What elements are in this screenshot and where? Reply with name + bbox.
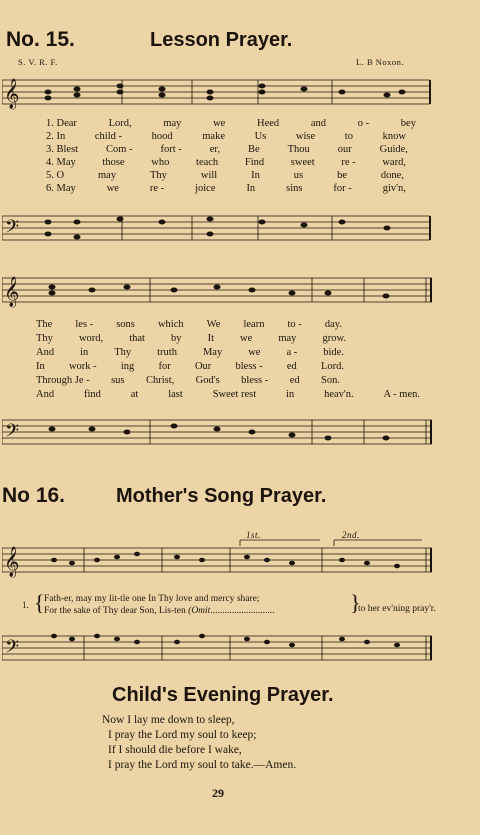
svg-text:𝄢: 𝄢 bbox=[5, 420, 20, 445]
lyric-line: And find at last Sweet rest in heav'n. A - men. bbox=[36, 389, 420, 400]
bass-staff bbox=[2, 410, 432, 454]
lyric-line: 3. Blest Com - fort - er, Be Thou our Guide, bbox=[46, 144, 408, 155]
prayer-title: Child's Evening Prayer. bbox=[112, 684, 334, 706]
lyric-line: 4. May those who teach Find sweet re - ward, bbox=[46, 157, 406, 168]
lyric-line: 1. Dear Lord, may we Heed and o - bey bbox=[46, 118, 416, 129]
meter-label: S. V. R. F. bbox=[18, 57, 58, 67]
bass-staff bbox=[2, 622, 432, 668]
hymn-title: Mother's Song Prayer. bbox=[116, 485, 327, 507]
svg-text:𝄞: 𝄞 bbox=[4, 79, 20, 108]
treble-staff bbox=[2, 270, 432, 314]
lyric-line: And in Thy truth May we a - bide. bbox=[36, 347, 344, 358]
bass-staff bbox=[2, 206, 432, 250]
hymn-number: No. 15. bbox=[6, 28, 75, 51]
hymn-title: Lesson Prayer. bbox=[150, 29, 293, 51]
hymn-number: No 16. bbox=[2, 484, 66, 507]
lyric-line: 5. O may Thy will In us be done, bbox=[46, 170, 404, 181]
brace-right: } bbox=[350, 590, 361, 615]
treble-staff bbox=[2, 72, 432, 112]
lyric-line: In work - ing for Our bless - ed Lord. bbox=[36, 361, 344, 372]
prayer-line: Now I lay me down to sleep, bbox=[102, 714, 235, 726]
svg-text:𝄞: 𝄞 bbox=[4, 277, 20, 306]
svg-text:𝄢: 𝄢 bbox=[5, 636, 20, 661]
treble-staff bbox=[2, 538, 432, 582]
page-number: 29 bbox=[212, 786, 224, 800]
lyric-line: The les - sons which We learn to - day. bbox=[36, 319, 342, 330]
lyric-line: 6. May we re - joice In sins for - giv'n, bbox=[46, 183, 406, 194]
prayer-line: If I should die before I wake, bbox=[108, 744, 242, 756]
verse-number: 1. bbox=[22, 600, 29, 610]
lyric-line-end: to her ev'ning pray'r. bbox=[358, 604, 436, 614]
second-ending-label: 2nd. bbox=[342, 530, 360, 540]
lyric-line: Through Je - sus Christ, God's bless - ed Son. bbox=[36, 375, 340, 386]
composer-label: L. B Noxon. bbox=[356, 57, 404, 67]
svg-text:𝄞: 𝄞 bbox=[4, 547, 20, 576]
brace-left: { bbox=[34, 590, 45, 615]
prayer-line: I pray the Lord my soul to keep; bbox=[108, 729, 257, 741]
first-ending-label: 1st. bbox=[246, 530, 261, 540]
lyric-line: Fath-er, may my lit-tle one In Thy love and mercy share; bbox=[44, 594, 260, 604]
svg-text:𝄢: 𝄢 bbox=[5, 216, 20, 241]
lyric-line: 2. In child - hood make Us wise to know bbox=[46, 131, 406, 142]
prayer-line: I pray the Lord my soul to take.—Amen. bbox=[108, 759, 297, 771]
lyric-line: Thy word, that by It we may grow. bbox=[36, 333, 346, 344]
lyric-line: For the sake of Thy dear Son, Lis-ten (Omit........................... bbox=[44, 606, 275, 616]
